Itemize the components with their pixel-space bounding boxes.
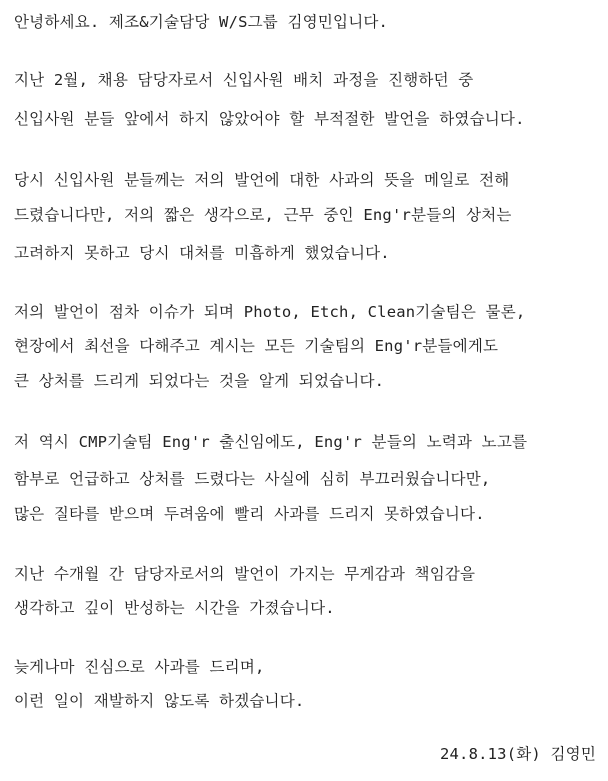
paragraph-line: 드렸습니다만, 저의 짧은 생각으로, 근무 중인 Eng'r분들의 상처는 [14, 206, 512, 224]
greeting-line: 안녕하세요. 제조&기술담당 W/S그룹 김영민입니다. [14, 13, 389, 31]
paragraph-line: 당시 신입사원 분들께는 저의 발언에 대한 사과의 뜻을 메일로 전해 [14, 171, 510, 189]
paragraph-line: 지난 2월, 채용 담당자로서 신입사원 배치 과정을 진행하던 중 [14, 71, 474, 89]
paragraph-line: 많은 질타를 받으며 두려움에 빨리 사과를 드리지 못하였습니다. [14, 505, 485, 523]
paragraph-line: 함부로 언급하고 상처를 드렸다는 사실에 심히 부끄러웠습니다만, [14, 470, 491, 488]
paragraph-line: 현장에서 최선을 다해주고 계시는 모든 기술팀의 Eng'r분들에게도 [14, 337, 499, 355]
paragraph-line: 저의 발언이 점차 이슈가 되며 Photo, Etch, Clean기술팀은 물론, [14, 303, 526, 321]
paragraph-line: 신입사원 분들 앞에서 하지 않았어야 할 부적절한 발언을 하였습니다. [14, 110, 525, 128]
paragraph-line: 저 역시 CMP기술팀 Eng'r 출신임에도, Eng'r 분들의 노력과 노고를 [14, 433, 528, 451]
signature-date: 24.8.13(화) 김영민 [439, 745, 596, 763]
paragraph-line: 늦게나마 진심으로 사과를 드리며, [14, 658, 265, 676]
paragraph-line: 이런 일이 재발하지 않도록 하겠습니다. [14, 692, 305, 710]
paragraph-line: 생각하고 깊이 반성하는 시간을 가졌습니다. [14, 599, 335, 617]
paragraph-line: 지난 수개월 간 담당자로서의 발언이 가지는 무게감과 책임감을 [14, 565, 476, 583]
paragraph-line: 고려하지 못하고 당시 대처를 미흡하게 했었습니다. [14, 244, 390, 262]
paragraph-line: 큰 상처를 드리게 되었다는 것을 알게 되었습니다. [14, 372, 385, 390]
